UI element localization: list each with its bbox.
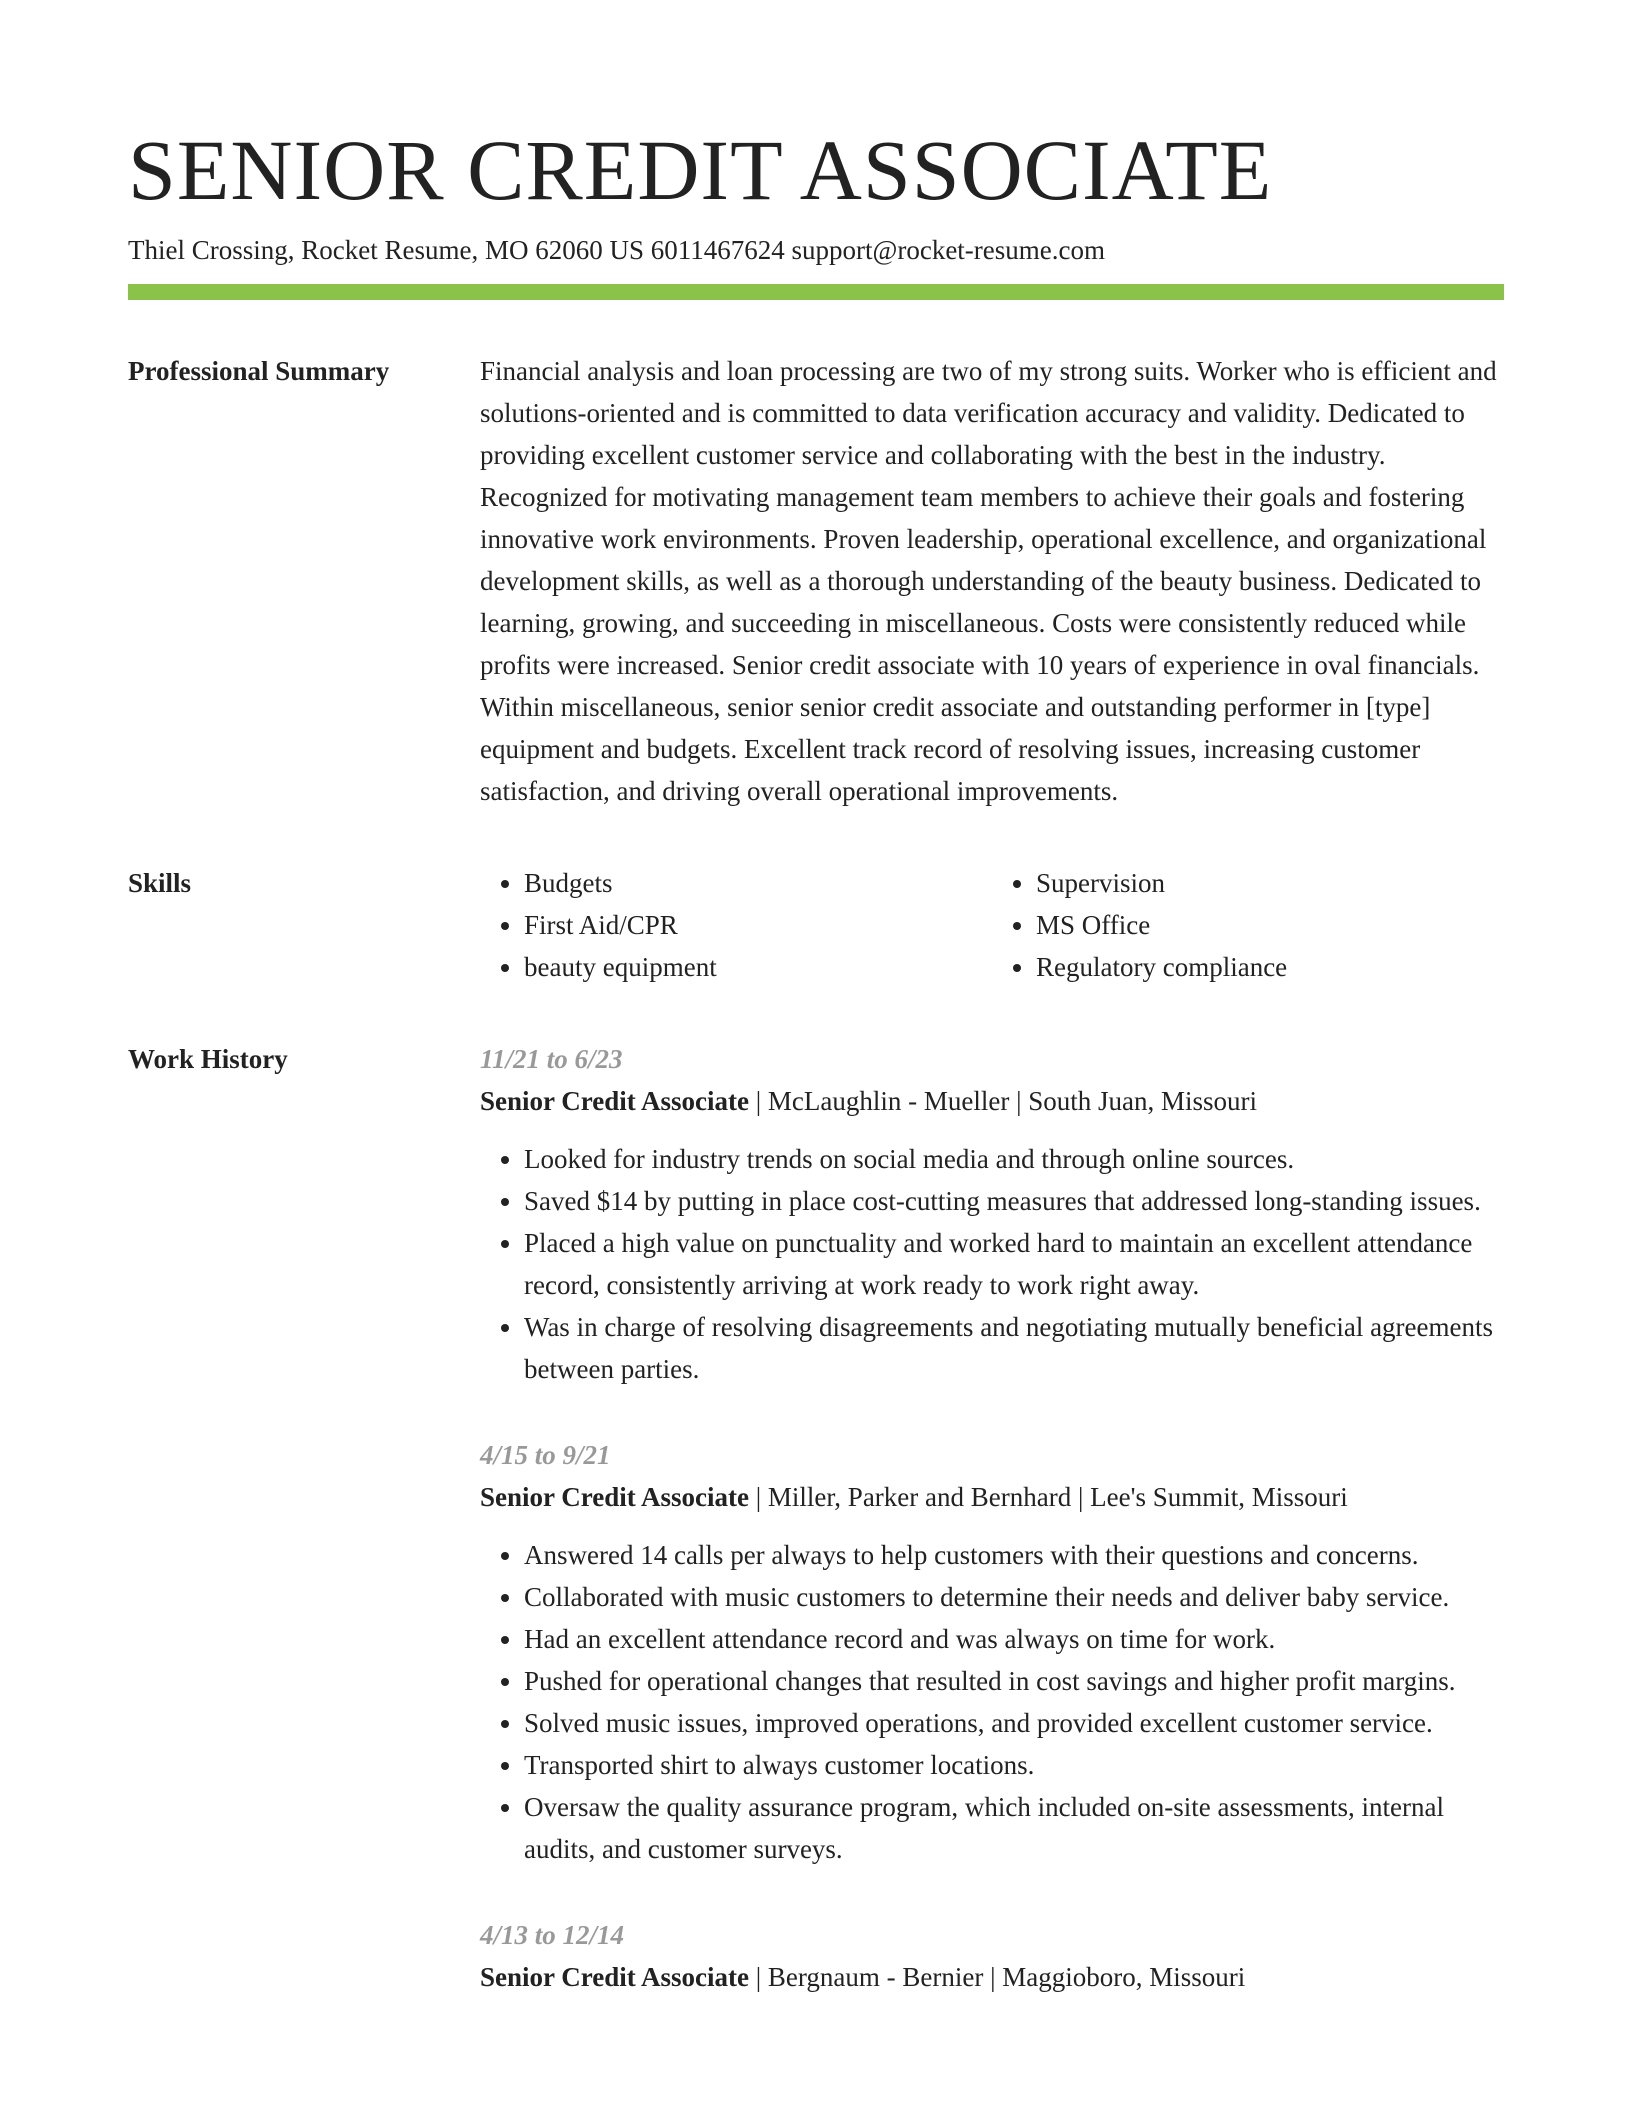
job-title: Senior Credit Associate xyxy=(480,1482,749,1512)
contact-info: Thiel Crossing, Rocket Resume, MO 62060 US 6011467624 support@rocket-resume.com xyxy=(128,235,1105,265)
job-entry xyxy=(480,1914,1504,1998)
job-dates: 4/13 to 12/14 xyxy=(480,1920,625,1950)
resume-name: SENIOR CREDIT ASSOCIATE xyxy=(128,122,1273,218)
skill-item: • MS Office xyxy=(1036,904,1504,946)
skill-item: • First Aid/CPR xyxy=(524,904,992,946)
job-dates: 11/21 to 6/23 xyxy=(480,1044,623,1074)
job-bullet: • Solved music issues, improved operations, and provided excellent customer service. xyxy=(524,1702,1504,1744)
job-employer-location: | Miller, Parker and Bernhard | Lee's Summit, Missouri xyxy=(749,1482,1348,1512)
job-heading xyxy=(480,1080,1504,1122)
job-heading xyxy=(480,1476,1504,1518)
job-title: Senior Credit Associate xyxy=(480,1962,749,1992)
work-history-section xyxy=(128,1038,1504,1998)
skill-item: • Regulatory compliance xyxy=(1036,946,1504,988)
resume-page xyxy=(128,120,1504,1998)
job-employer-location: | Bergnaum - Bernier | Maggioboro, Missouri xyxy=(749,1962,1246,1992)
skills-list-right xyxy=(992,862,1504,988)
job-bullet: • Placed a high value on punctuality and worked hard to maintain an excellent attendance record, consistently arriving at work ready to work right away. xyxy=(524,1222,1504,1306)
skill-item: • Budgets xyxy=(524,862,992,904)
job-dates: 4/15 to 9/21 xyxy=(480,1440,611,1470)
job-bullet: • Was in charge of resolving disagreements and negotiating mutually beneficial agreements between parties. xyxy=(524,1306,1504,1390)
job-bullet: • Transported shirt to always customer locations. xyxy=(524,1744,1504,1786)
summary-text: Financial analysis and loan processing are two of my strong suits. Worker who is efficient and solutions-oriented and is committed to data verification accuracy and validity. Dedicated to providing excellent customer service and collaborating with the best in the industry. Recognized for motivating management team members to achieve their goals and fostering innovative work environments. Proven leadership, operational excellence, and organizational development skills, as well as a thorough understanding of the beauty business. Dedicated to learning, growing, and succeeding in miscellaneous. Costs were consistently reduced while profits were increased. Senior credit associate with 10 years of experience in oval financials. Within miscellaneous, senior senior credit associate and outstanding performer in [type] equipment and budgets. Excellent track record of resolving issues, increasing customer satisfaction, and driving overall operational improvements. xyxy=(480,356,1497,806)
job-heading xyxy=(480,1956,1504,1998)
job-bullet: • Answered 14 calls per always to help customers with their questions and concerns. xyxy=(524,1534,1504,1576)
skill-item: • beauty equipment xyxy=(524,946,992,988)
job-bullet: • Collaborated with music customers to determine their needs and deliver baby service. xyxy=(524,1576,1504,1618)
job-entry xyxy=(480,1434,1504,1870)
job-title: Senior Credit Associate xyxy=(480,1086,749,1116)
job-employer-location: | McLaughlin - Mueller | South Juan, Missouri xyxy=(749,1086,1258,1116)
skills-section xyxy=(128,862,1504,988)
job-bullets xyxy=(480,1138,1504,1390)
skill-item: • Supervision xyxy=(1036,862,1504,904)
job-entry xyxy=(480,1038,1504,1390)
professional-summary-section xyxy=(128,350,1504,812)
section-title-skills: Skills xyxy=(128,868,192,898)
job-bullet: • Saved $14 by putting in place cost-cutting measures that addressed long-standing issues. xyxy=(524,1180,1504,1222)
job-bullet: • Oversaw the quality assurance program, which included on-site assessments, internal audits, and customer surveys. xyxy=(524,1786,1504,1870)
job-bullet: • Had an excellent attendance record and was always on time for work. xyxy=(524,1618,1504,1660)
accent-divider xyxy=(128,284,1504,300)
job-bullets xyxy=(480,1534,1504,1870)
section-title-summary: Professional Summary xyxy=(128,356,390,386)
section-title-work: Work History xyxy=(128,1044,288,1074)
job-bullet: • Pushed for operational changes that resulted in cost savings and higher profit margins. xyxy=(524,1660,1504,1702)
skills-list-left xyxy=(480,862,992,988)
job-bullet: • Looked for industry trends on social media and through online sources. xyxy=(524,1138,1504,1180)
